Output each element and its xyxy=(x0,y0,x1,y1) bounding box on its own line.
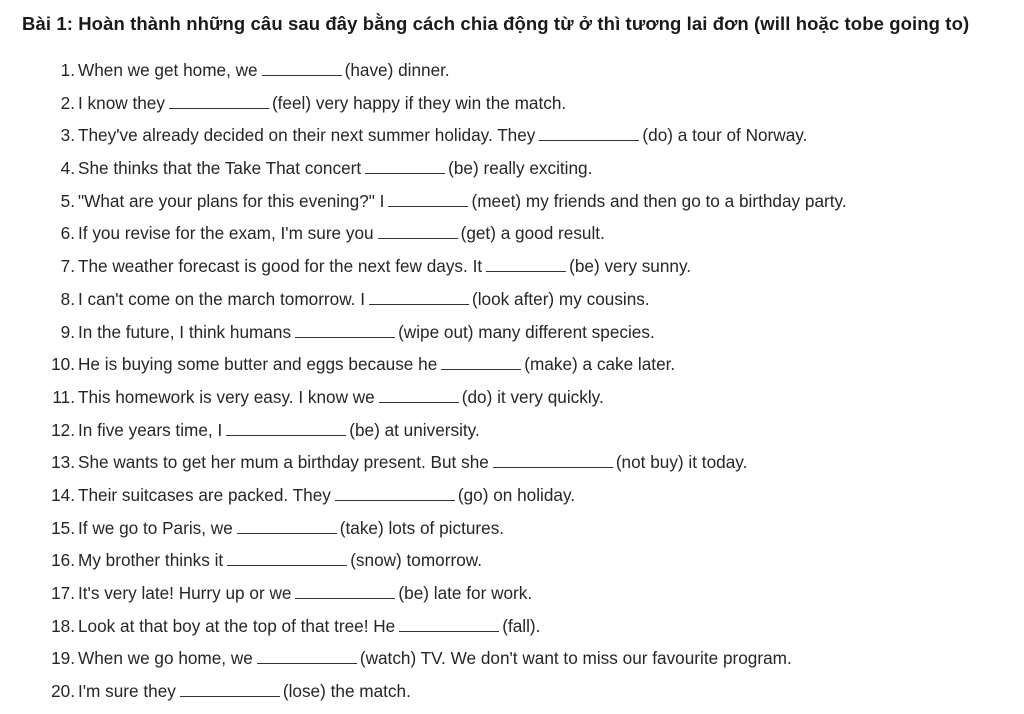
exercise-item xyxy=(0,155,1024,188)
item-number: 10. xyxy=(51,354,75,375)
item-text-after: (be) at university. xyxy=(349,419,480,440)
item-text-after: (snow) tomorrow. xyxy=(350,550,482,571)
exercise-item xyxy=(0,319,1024,352)
answer-blank xyxy=(379,385,459,403)
answer-blank xyxy=(399,614,499,632)
item-text-after: (watch) TV. We don't want to miss our favourite program. xyxy=(359,648,792,669)
item-text-before: In the future, I think humans xyxy=(78,321,292,342)
exercise-item xyxy=(0,482,1024,515)
item-number: 1. xyxy=(60,60,75,80)
answer-blank xyxy=(237,516,337,534)
answer-blank xyxy=(295,581,395,599)
item-number: 2. xyxy=(60,92,75,113)
item-number: 4. xyxy=(60,158,75,179)
item-number: 12. xyxy=(51,419,75,440)
answer-blank xyxy=(539,123,639,141)
exercise-list xyxy=(0,57,1024,711)
item-text-before: Look at that boy at the top of that tree! He xyxy=(78,615,396,636)
item-text-after: (meet) my friends and then go to a birthday party. xyxy=(471,190,847,211)
item-text-after: (have) dinner. xyxy=(344,60,450,80)
answer-blank xyxy=(369,287,469,305)
item-number: 14. xyxy=(51,484,75,505)
item-number: 3. xyxy=(60,125,75,146)
item-number: 9. xyxy=(60,321,75,342)
item-text-before: "What are your plans for this evening?" I xyxy=(78,190,385,211)
item-number: 15. xyxy=(51,517,75,538)
exercise-item xyxy=(0,253,1024,286)
exercise-item xyxy=(0,57,1024,90)
exercise-item xyxy=(0,515,1024,548)
exercise-item xyxy=(0,90,1024,123)
exercise-item xyxy=(0,645,1024,678)
answer-blank xyxy=(226,418,346,436)
answer-blank xyxy=(262,58,342,76)
item-text-after: (do) it very quickly. xyxy=(461,386,604,407)
answer-blank xyxy=(378,221,458,239)
item-text-before: My brother thinks it xyxy=(78,550,224,571)
exercise-item xyxy=(0,449,1024,482)
exercise-title: Bài 1: Hoàn thành những câu sau đây bằng cách chia động từ ở thì tương lai đơn (will hoặc tobe going to) xyxy=(22,13,970,34)
exercise-item xyxy=(0,122,1024,155)
item-text-before: When we go home, we xyxy=(78,648,253,669)
answer-blank xyxy=(335,483,455,501)
item-text-before: He is buying some butter and eggs because he xyxy=(78,354,438,375)
item-number: 8. xyxy=(60,288,75,309)
item-text-after: (be) really exciting. xyxy=(448,158,593,179)
item-number: 5. xyxy=(60,190,75,211)
answer-blank xyxy=(493,450,613,468)
item-text-before: This homework is very easy. I know we xyxy=(78,386,375,407)
item-number: 11. xyxy=(52,386,75,407)
item-text-before: I'm sure they xyxy=(78,681,176,702)
answer-blank xyxy=(257,646,357,664)
item-text-before: If we go to Paris, we xyxy=(78,517,233,538)
item-text-after: (not buy) it today. xyxy=(615,452,748,473)
item-text-after: (make) a cake later. xyxy=(524,354,676,375)
exercise-item xyxy=(0,351,1024,384)
item-number: 20. xyxy=(51,681,75,702)
exercise-item xyxy=(0,580,1024,613)
item-text-after: (get) a good result. xyxy=(460,223,605,244)
item-number: 13. xyxy=(51,452,75,473)
item-number: 19. xyxy=(51,648,75,669)
item-number: 16. xyxy=(51,550,75,571)
item-text-after: (go) on holiday. xyxy=(457,484,576,505)
item-text-after: (be) very sunny. xyxy=(569,256,692,277)
item-text-after: (take) lots of pictures. xyxy=(339,517,505,538)
answer-blank xyxy=(295,320,395,338)
answer-blank xyxy=(486,254,566,272)
item-text-before: In five years time, I xyxy=(78,419,223,440)
item-text-before: The weather forecast is good for the next few days. It xyxy=(78,256,483,277)
exercise-item xyxy=(0,417,1024,450)
item-text-after: (be) late for work. xyxy=(398,583,533,603)
item-number: 6. xyxy=(60,223,75,244)
item-number: 17. xyxy=(51,583,75,603)
item-text-before: When we get home, we xyxy=(78,60,258,80)
item-text-before: She wants to get her mum a birthday present. But she xyxy=(78,452,489,473)
item-text-after: (feel) very happy if they win the match. xyxy=(271,92,567,113)
item-text-before: I can't come on the march tomorrow. I xyxy=(78,288,365,309)
item-text-before: If you revise for the exam, I'm sure you xyxy=(78,223,374,244)
item-text-after: (wipe out) many different species. xyxy=(398,321,655,342)
item-text-before: Their suitcases are packed. They xyxy=(78,484,331,505)
item-text-before: They've already decided on their next summer holiday. They xyxy=(78,125,536,146)
item-text-before: She thinks that the Take That concert xyxy=(78,158,362,179)
item-text-after: (look after) my cousins. xyxy=(472,288,650,309)
answer-blank xyxy=(169,91,269,109)
answer-blank xyxy=(180,679,280,697)
item-number: 18. xyxy=(51,615,75,636)
item-text-after: (lose) the match. xyxy=(282,681,411,702)
exercise-item xyxy=(0,220,1024,253)
item-text-after: (do) a tour of Norway. xyxy=(642,125,808,146)
exercise-item xyxy=(0,547,1024,580)
exercise-item xyxy=(0,384,1024,417)
item-text-before: It's very late! Hurry up or we xyxy=(78,583,292,603)
item-number: 7. xyxy=(60,256,75,277)
exercise-item xyxy=(0,286,1024,319)
answer-blank xyxy=(388,189,468,207)
item-text-after: (fall). xyxy=(502,615,541,636)
item-text-before: I know they xyxy=(78,92,165,113)
exercise-item xyxy=(0,188,1024,221)
answer-blank xyxy=(365,156,445,174)
exercise-item xyxy=(0,678,1024,711)
exercise-item xyxy=(0,613,1024,646)
answer-blank xyxy=(441,352,521,370)
answer-blank xyxy=(227,548,347,566)
